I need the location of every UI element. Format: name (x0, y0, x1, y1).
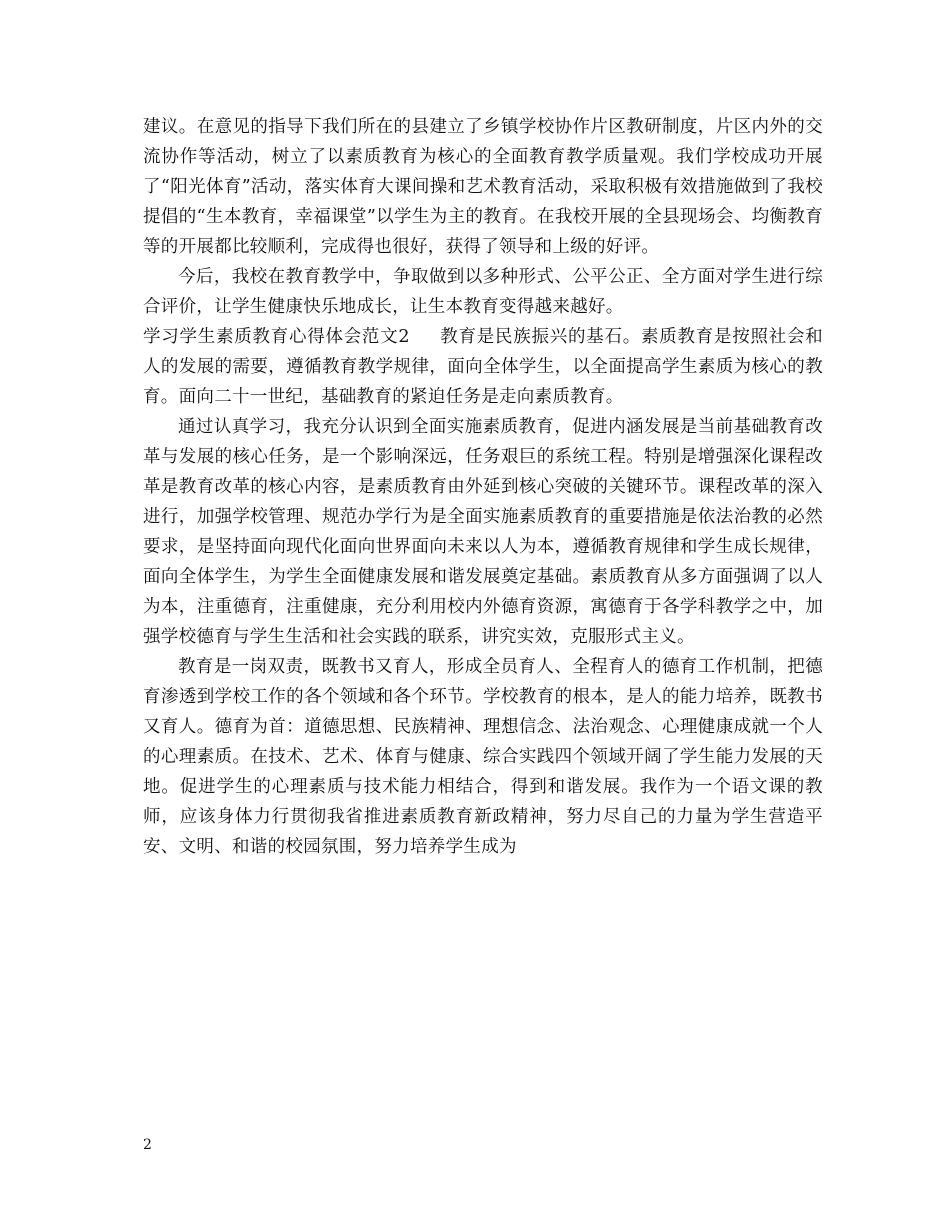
paragraph-study-reflection: 通过认真学习，我充分认识到全面实施素质教育，促进内涵发展是当前基础教育改革与发展的核心任务，是一个影响深远，任务艰巨的系统工程。特别是增强深化课程改革是教育改革的核心内容，是素质教育由外延到核心突破的关键环节。课程改革的深入进行，加强学校管理、规范办学行为是全面实施素质教育的重要措施是依法治教的必然要求，是坚持面向现代化面向世界面向未来以人为本，遵循教育规律和学生成长规律，面向全体学生，为学生全面健康发展和谐发展奠定基础。素质教育从多方面强调了以人为本，注重德育，注重健康，充分利用校内外德育资源，寓德育于各学科教学之中，加强学校德育与学生生活和社会实践的联系，讲究实效，克服形式主义。 (143, 417, 823, 647)
section-paragraph (143, 322, 823, 412)
paragraph-moral-education: 教育是一岗双责，既教书又育人，形成全员育人、全程育人的德育工作机制，把德育渗透到学校工作的各个领域和各个环节。学校教育的根本，是人的能力培养，既教书又育人。德育为首：道德思想、民族精神、理想信念、法治观念、心理健康成就一个人的心理素质。在技术、艺术、体育与健康、综合实践四个领域开阔了学生能力发展的天地。促进学生的心理素质与技术能力相结合，得到和谐发展。我作为一个语文课的教师，应该身体力行贯彻我省推进素质教育新政精神，努力尽自己的力量为学生营造平安、文明、和谐的校园氛围，努力培养学生成为 (143, 657, 823, 857)
paragraph-continuation: 建议。在意见的指导下我们所在的县建立了乡镇学校协作片区教研制度，片区内外的交流协作等活动，树立了以素质教育为核心的全面教育教学质量观。我们学校成功开展了“阳光体育”活动，落实体育大课间操和艺术教育活动，采取积极有效措施做到了我校提倡的“生本教育，幸福课堂”以学生为主的教育。在我校开展的全县现场会、均衡教育等的开展都比较顺利，完成得也很好，获得了领导和上级的好评。 (143, 117, 823, 257)
body-text (143, 112, 823, 862)
paragraph-future-plans: 今后，我校在教育教学中，争取做到以多种形式、公平公正、全方面对学生进行综合评价，让学生健康快乐地成长，让生本教育变得越来越好。 (143, 267, 823, 317)
section-title: 学习学生素质教育心得体会范文2 (143, 327, 410, 347)
page-number: 2 (143, 1137, 152, 1153)
section-lead-text: 教育是民族振兴的基石。素质教育是按照社会和人的发展的需要，遵循教育教学规律，面向全体学生，以全面提高学生素质为核心的教育。面向二十一世纪，基础教育的紧迫任务是走向素质教育。 (143, 327, 823, 407)
